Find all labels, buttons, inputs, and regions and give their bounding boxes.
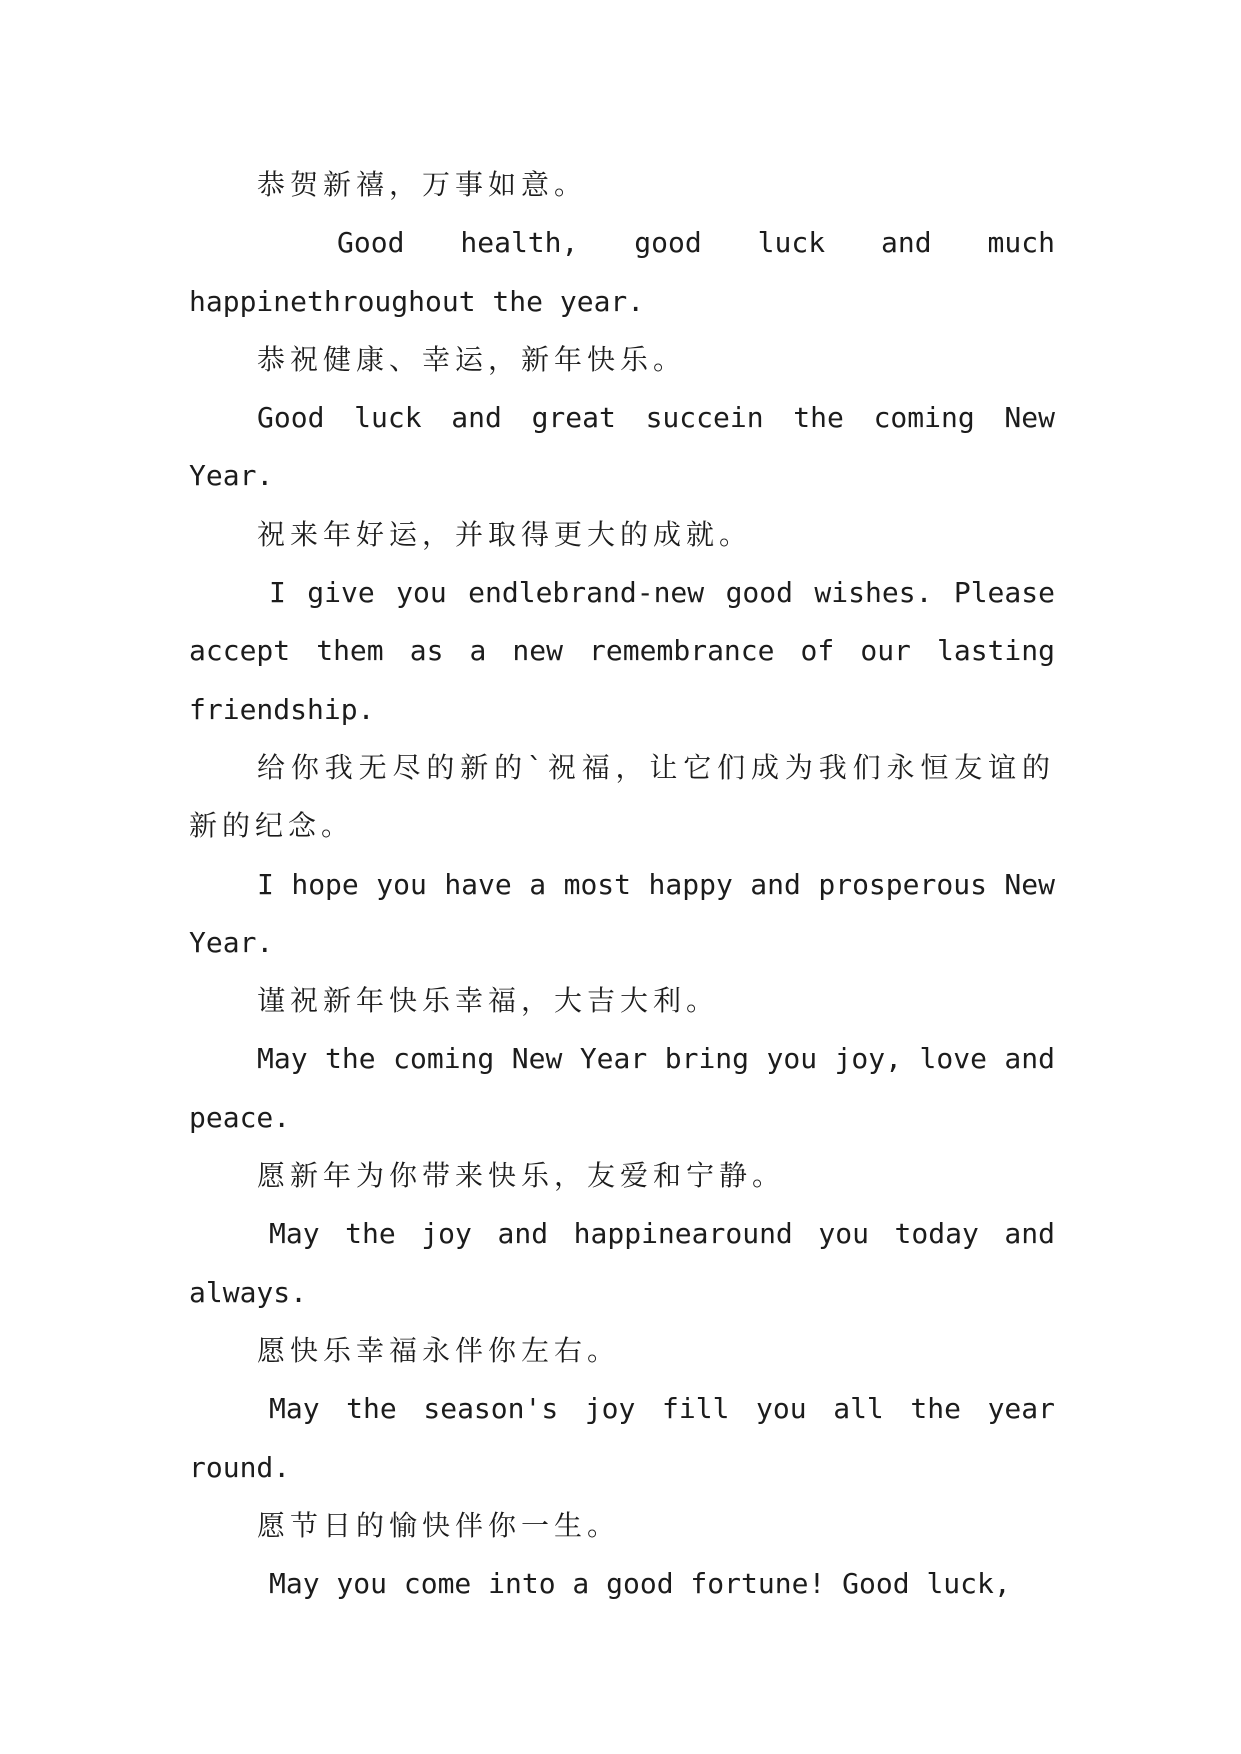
paragraph-en-6: May the joy and happinearound you today and always.: [189, 1217, 1055, 1309]
document-body: [189, 156, 1055, 1613]
paragraph-cn-6: 愿新年为你带来快乐，友爱和宁静。: [257, 1159, 786, 1193]
paragraph-cn-1: 恭贺新禧，万事如意。: [257, 168, 588, 201]
paragraph-cn-7: 愿快乐幸福永伴你左右。: [257, 1333, 621, 1367]
paragraph-en-2: Good luck and great succein the coming New Year.: [189, 401, 1055, 493]
paragraph-en-4: I hope you have a most happy and prosperous New Year.: [189, 867, 1055, 959]
paragraph-en-8: May you come into a good fortune! Good luck,: [269, 1567, 1011, 1601]
paragraph-cn-3: 祝来年好运，并取得更大的成就。: [257, 517, 753, 551]
paragraph-en-3: I give you endlebrand-new good wishes. Please accept them as a new remembrance of our lasting friendship.: [189, 576, 1055, 726]
paragraph-en-1: Good health, good luck and much happinethroughout the year.: [189, 226, 1055, 318]
paragraph-cn-2: 恭祝健康、幸运，新年快乐。: [257, 342, 687, 376]
paragraph-cn-4: 给你我无尽的新的`祝福，让它们成为我们永恒友谊的新的纪念。: [189, 750, 1055, 843]
paragraph-cn-5: 谨祝新年快乐幸福，大吉大利。: [257, 984, 720, 1018]
paragraph-en-7: May the season's joy fill you all the year round.: [189, 1392, 1055, 1484]
paragraph-en-5: May the coming New Year bring you joy, love and peace.: [189, 1042, 1055, 1134]
paragraph-cn-8: 愿节日的愉快伴你一生。: [257, 1508, 621, 1542]
